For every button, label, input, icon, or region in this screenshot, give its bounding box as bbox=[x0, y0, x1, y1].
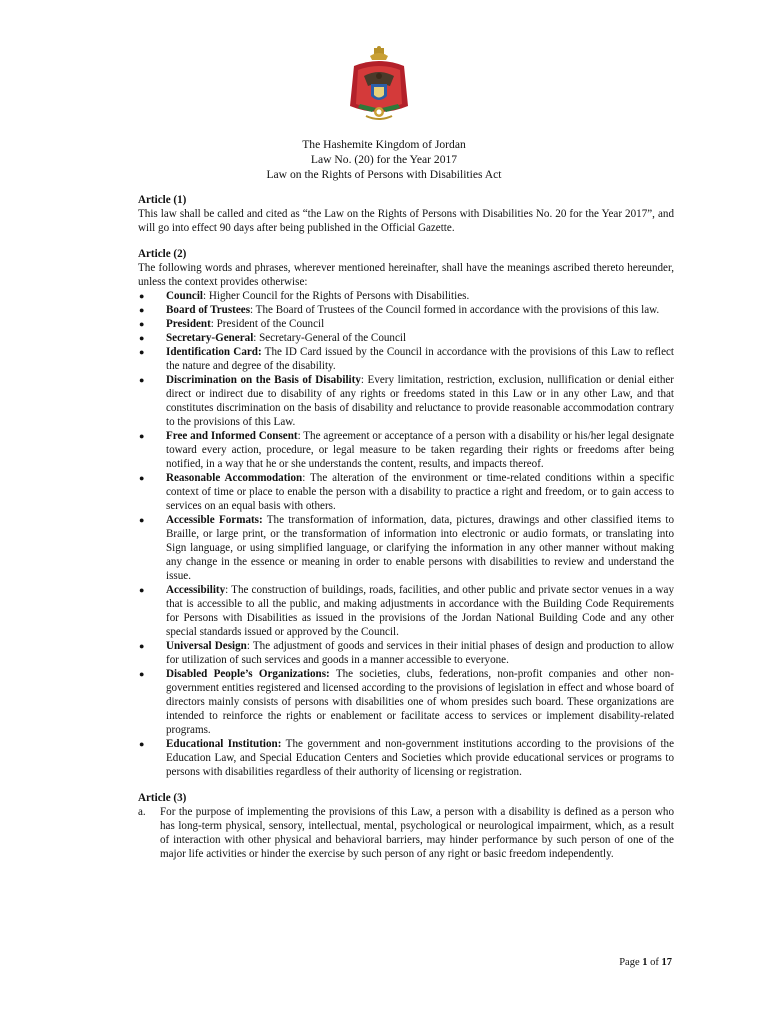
article-3-title: Article (3) bbox=[138, 792, 187, 804]
bullet-icon: ● bbox=[139, 669, 145, 679]
article-3-item bbox=[138, 805, 674, 861]
header-country: The Hashemite Kingdom of Jordan bbox=[302, 138, 466, 151]
definition-text: The government and non-government institutions according to the provisions of the Education Law, and Special Education Centers and Societies which provide educational services or programs to persons with disabilities regardless of their authority of licensing or registration. bbox=[166, 738, 674, 778]
definition-term: Free and Informed Consent bbox=[166, 430, 298, 442]
definition-text: : Higher Council for the Rights of Persons with Disabilities. bbox=[203, 290, 470, 302]
document-body bbox=[138, 193, 674, 861]
article-3-items bbox=[138, 805, 674, 861]
header-law-number: Law No. (20) for the Year 2017 bbox=[310, 153, 458, 166]
definition-term: Universal Design bbox=[166, 640, 247, 652]
definition-term: Identification Card: bbox=[166, 346, 262, 358]
bullet-icon: ● bbox=[139, 333, 145, 343]
bullet-icon: ● bbox=[139, 641, 145, 651]
page-word: Page bbox=[619, 957, 640, 968]
definition-text: : The agreement or acceptance of a person with a disability or his/her legal designate toward every action, procedure, or legal measure to be taken regarding their rights or freedoms after being notified, in a way that he or she understands the content, results, and impacts thereof. bbox=[166, 430, 674, 470]
definition-item bbox=[138, 471, 674, 513]
bullet-icon: ● bbox=[139, 291, 145, 301]
of-word: of bbox=[650, 957, 659, 968]
definition-term: Disabled People’s Organizations: bbox=[166, 668, 330, 680]
definition-text: The societies, clubs, federations, non-profit companies and other non-government entities registered and licensed according to the provisions of legislation in effect and whose board of directors mainly consists of persons with disabilities one of whom presides such board. These organizations are intended to reinforce the rights or enablement or facilitate access to services or implement disability-related programs. bbox=[166, 668, 674, 736]
definition-text: : The alteration of the environment or time-related conditions within a specific context of time or place to enable the person with a disability to practice a right and freedom, or to gain access to services on an equal basis with others. bbox=[166, 472, 675, 512]
article-1 bbox=[138, 193, 674, 235]
article-2 bbox=[138, 247, 674, 779]
definition-term: Council bbox=[166, 290, 203, 302]
bullet-icon: ● bbox=[139, 515, 145, 525]
definition-text: The transformation of information, data, pictures, drawings and other classified items to Braille, or large print, or the transformation of information into electronic or audio formats, or translating into Sign language, or using simplified language, or clarifying the information in any other manner without making any change in the essence or meaning in order to enable persons with disabilities to review and understand the issue. bbox=[166, 514, 674, 582]
article-3 bbox=[138, 791, 674, 861]
definition-text: : The construction of buildings, roads, facilities, and other public and private sector venues in a way that is accessible to all the public, and making adjustments in accordance with the Building Code Requirements for Persons with Disabilities as issued in the provisions of the Jordan National Building Code and any other special standards issued or approved by the Council. bbox=[166, 584, 674, 638]
page-current: 1 bbox=[642, 957, 648, 968]
bullet-icon: ● bbox=[139, 473, 145, 483]
definition-term: Discrimination on the Basis of Disability bbox=[166, 374, 361, 386]
definition-term: Accessible Formats: bbox=[166, 514, 263, 526]
definition-term: Board of Trustees bbox=[166, 304, 251, 316]
definition-item bbox=[138, 331, 674, 345]
article-2-title: Article (2) bbox=[138, 248, 187, 260]
definition-item bbox=[138, 373, 674, 429]
definition-item bbox=[138, 429, 674, 471]
definition-term: Secretary-General bbox=[166, 332, 254, 344]
definition-item bbox=[138, 513, 674, 583]
document-header bbox=[0, 137, 768, 182]
definition-item bbox=[138, 303, 674, 317]
definition-term: Educational Institution: bbox=[166, 738, 282, 750]
header-law-title: Law on the Rights of Persons with Disabilities Act bbox=[266, 168, 502, 181]
definition-text: : President of the Council bbox=[210, 318, 325, 330]
jordan-coat-of-arms-icon bbox=[346, 46, 412, 122]
definition-item bbox=[138, 583, 674, 639]
definition-text: The ID Card issued by the Council in accordance with the provisions of this Law to reflect the nature and degree of the disability. bbox=[166, 346, 675, 372]
item-text: For the purpose of implementing the provisions of this Law, a person with a disability is defined as a person who has long-term physical, sensory, intellectual, mental, psychological or neurological impairment, which, as a result of interaction with other physical and behavioral barriers, may hinder performance by such person of one of the major life activities or hinder the exercise by such person of any right or basic freedom independently. bbox=[160, 806, 674, 860]
definition-text: : The Board of Trustees of the Council formed in accordance with the provisions of this law. bbox=[250, 304, 660, 316]
bullet-icon: ● bbox=[139, 431, 145, 441]
item-marker: a. bbox=[138, 806, 146, 818]
definition-text: : Secretary-General of the Council bbox=[253, 332, 407, 344]
definition-item bbox=[138, 317, 674, 331]
article-1-title: Article (1) bbox=[138, 194, 187, 206]
article-2-intro: The following words and phrases, wherever mentioned hereinafter, shall have the meanings ascribed thereto hereunder, unless the context provides otherwise: bbox=[138, 262, 674, 288]
definition-item bbox=[138, 639, 674, 667]
definition-term: Reasonable Accommodation bbox=[166, 472, 303, 484]
definitions-list bbox=[138, 289, 674, 779]
definition-term: Accessibility bbox=[166, 584, 226, 596]
definition-text: : Every limitation, restriction, exclusion, nullification or denial either direct or indirect due to disability of any rights or freedoms stated in this Law or in any other Law, and that constitutes discrimination on the basis of disability and reluctance to provide reasonable accommodation contrary to the provisions of this Law. bbox=[166, 374, 674, 428]
page-total: 17 bbox=[661, 957, 672, 968]
bullet-icon: ● bbox=[139, 319, 145, 329]
definition-term: President bbox=[166, 318, 211, 330]
bullet-icon: ● bbox=[139, 347, 145, 357]
bullet-icon: ● bbox=[139, 375, 145, 385]
bullet-icon: ● bbox=[139, 305, 145, 315]
page-number bbox=[619, 957, 672, 968]
definition-item bbox=[138, 667, 674, 737]
article-1-text: This law shall be called and cited as “the Law on the Rights of Persons with Disabilities No. 20 for the Year 2017”, and will go into effect 90 days after being published in the Official Gazette. bbox=[138, 208, 674, 234]
bullet-icon: ● bbox=[139, 739, 145, 749]
definition-item bbox=[138, 737, 674, 779]
definition-text: : The adjustment of goods and services in their initial phases of design and production to allow for utilization of such services and goods in a manner accessible to everyone. bbox=[166, 640, 674, 666]
definition-item bbox=[138, 345, 674, 373]
definition-item bbox=[138, 289, 674, 303]
bullet-icon: ● bbox=[139, 585, 145, 595]
